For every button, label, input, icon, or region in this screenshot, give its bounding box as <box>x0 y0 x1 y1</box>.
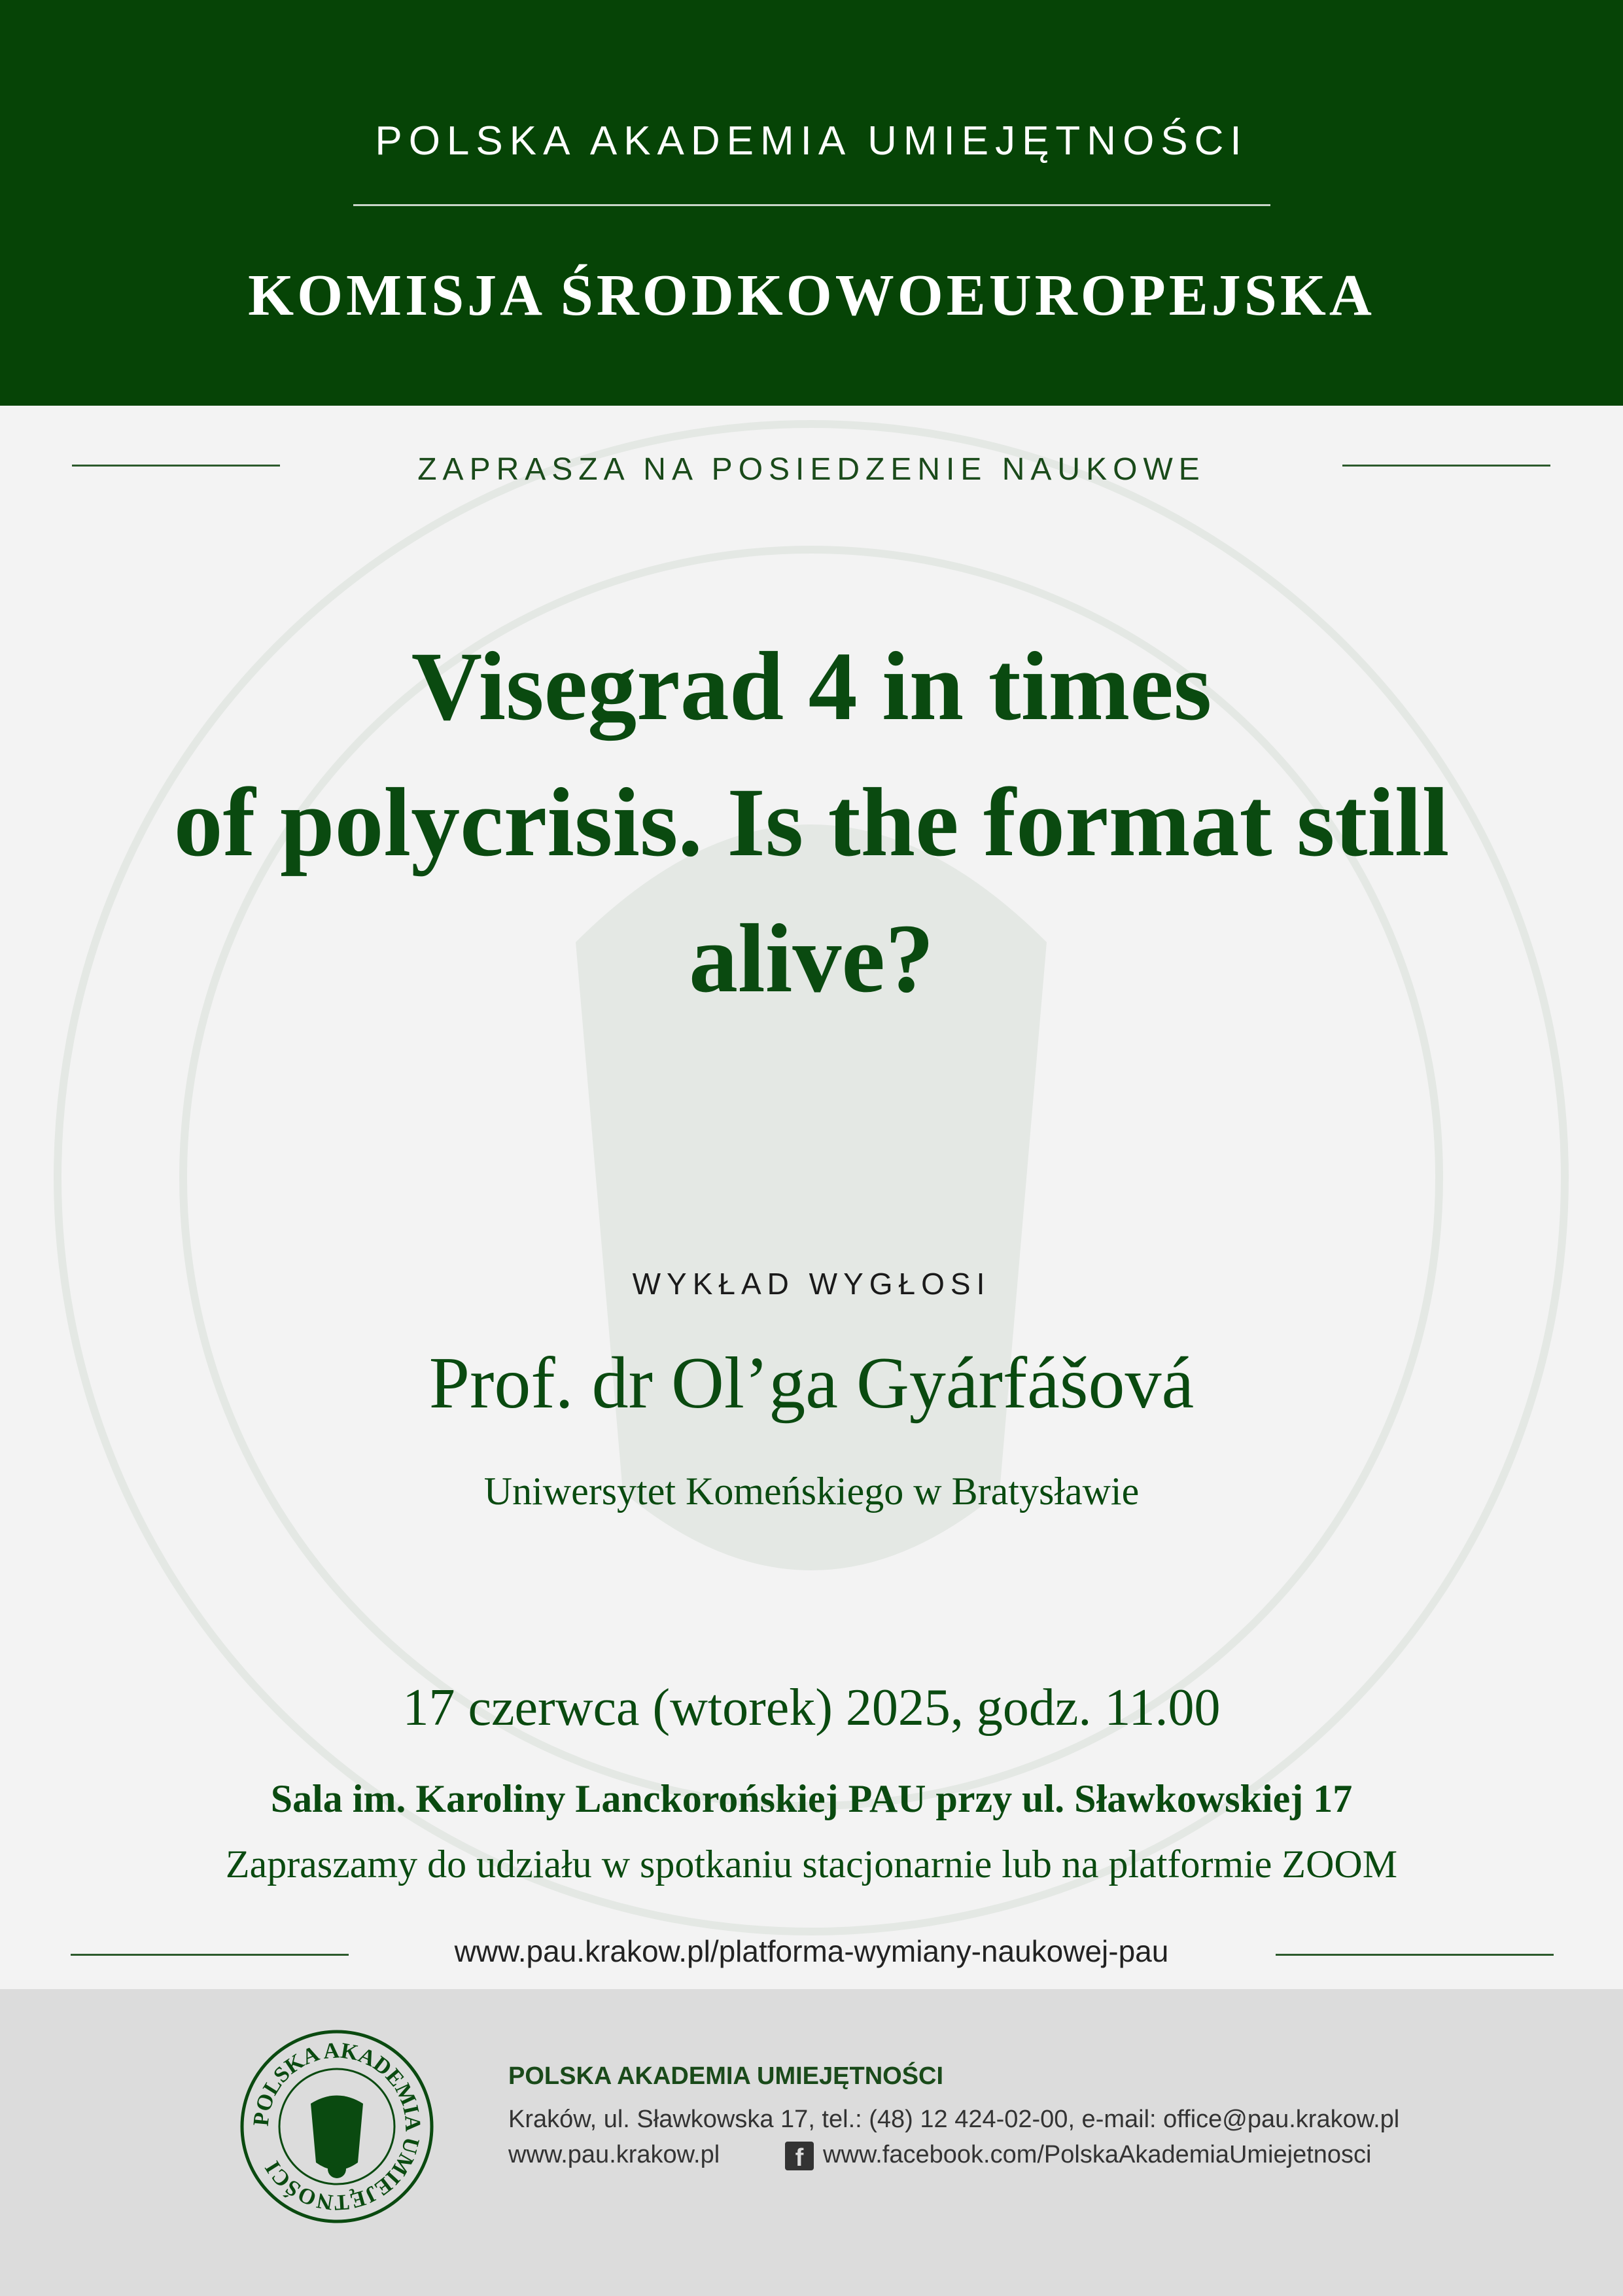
footer-address: Kraków, ul. Sławkowska 17, tel.: (48) 12 424-02-00, e-mail: office@pau.krakow.pl <box>508 2106 1400 2133</box>
commission-name: KOMISJA ŚRODKOWOEUROPEJSKA <box>248 263 1375 328</box>
right-divider <box>1276 1954 1554 1956</box>
lecture-label: WYKŁAD WYGŁOSI <box>632 1267 991 1301</box>
event-venue: Sala im. Karoliny Lanckorońskiej PAU przy ul. Sławkowskiej 17 <box>270 1777 1353 1820</box>
title-line: of polycrisis. Is the format still <box>173 768 1450 877</box>
lecturer-affiliation: Uniwersytet Komeńskiego w Bratysławie <box>483 1470 1140 1513</box>
footer-organization: POLSKA AKADEMIA UMIEJĘTNOŚCI <box>508 2062 944 2090</box>
title-line: Visegrad 4 in times <box>411 632 1212 741</box>
footer-website-link[interactable]: www.pau.krakow.pl <box>508 2141 720 2168</box>
event-title <box>65 618 1558 1027</box>
header-divider <box>353 204 1270 206</box>
platform-link[interactable]: www.pau.krakow.pl/platforma-wymiany-naukowej-pau <box>454 1934 1169 1968</box>
header-banner <box>0 0 1623 406</box>
lecturer-name: Prof. dr Ol’ga Gyárfášová <box>428 1343 1195 1424</box>
event-date: 17 czerwca (wtorek) 2025, godz. 11.00 <box>402 1679 1221 1737</box>
right-divider <box>1342 465 1550 467</box>
facebook-icon[interactable]: f <box>785 2142 814 2170</box>
invitation-text: ZAPRASZA NA POSIEDZENIE NAUKOWE <box>417 452 1206 487</box>
academy-seal-icon <box>239 2028 435 2225</box>
participation-note: Zapraszamy do udziału w spotkaniu stacjonarnie lub na platformie ZOOM <box>225 1843 1398 1886</box>
svg-text:POLSKA AKADEMIA UMIEJĘTNOŚCI: POLSKA AKADEMIA UMIEJĘTNOŚCI <box>249 2038 425 2215</box>
footer-facebook-link[interactable]: www.facebook.com/PolskaAkademiaUmiejetnosci <box>823 2141 1372 2168</box>
organization-name: POLSKA AKADEMIA UMIEJĘTNOŚCI <box>375 118 1248 164</box>
title-line: alive? <box>689 904 934 1013</box>
